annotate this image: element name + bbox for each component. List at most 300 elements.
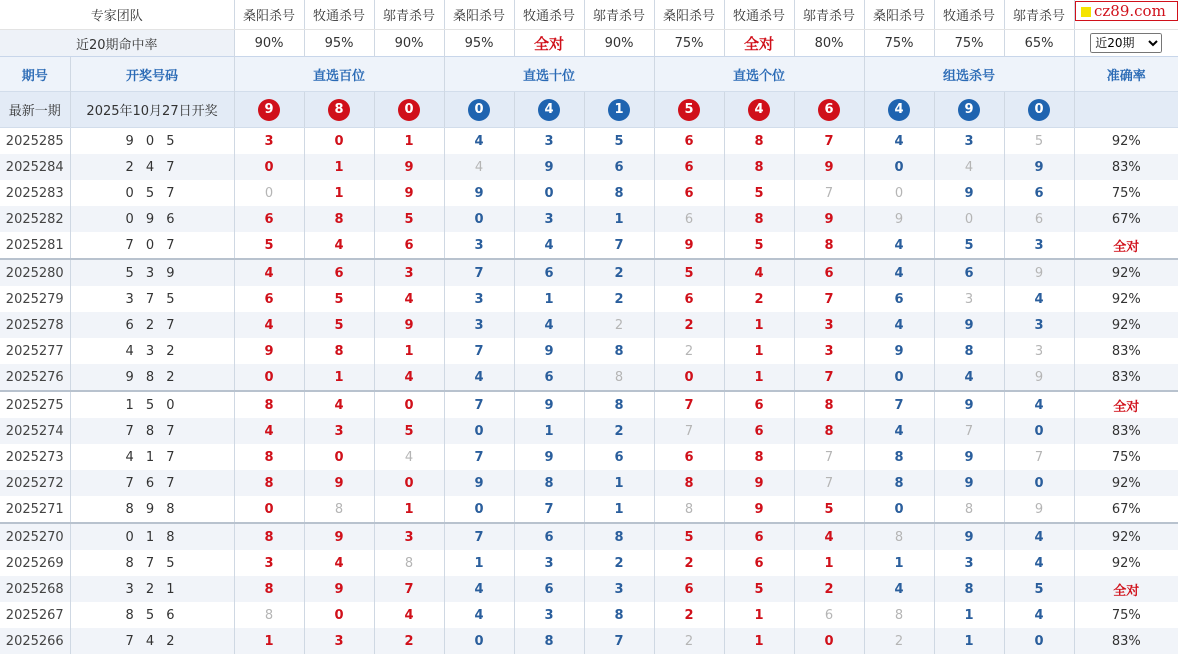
kill-cell <box>584 180 654 206</box>
kill-number: 8 <box>264 581 274 597</box>
kill-cell <box>934 232 1004 259</box>
kill-cell <box>374 312 444 338</box>
kill-number: 4 <box>334 555 344 571</box>
kill-number: 6 <box>614 159 624 175</box>
kill-number: 3 <box>1034 343 1044 359</box>
kill-number: 9 <box>894 343 904 359</box>
kill-cell <box>584 576 654 602</box>
kill-cell <box>934 312 1004 338</box>
kill-number: 7 <box>474 265 484 281</box>
kill-cell <box>864 312 934 338</box>
kill-cell <box>584 232 654 259</box>
kill-number: 3 <box>964 555 974 571</box>
kill-number: 4 <box>1034 397 1044 413</box>
kill-number: 8 <box>684 475 694 491</box>
kill-number: 1 <box>964 607 974 623</box>
kill-cell <box>794 364 864 391</box>
kill-number: 5 <box>614 133 624 149</box>
kill-cell <box>864 391 934 418</box>
kill-cell <box>864 628 934 654</box>
kill-cell <box>374 628 444 654</box>
kill-number: 3 <box>334 633 344 649</box>
kill-cell <box>514 338 584 364</box>
table-row <box>0 232 1178 259</box>
kill-number: 6 <box>264 211 274 227</box>
kill-number: 0 <box>334 607 344 623</box>
hit-rate-value: 80% <box>794 30 864 57</box>
period-number: 2025281 <box>5 237 64 253</box>
lottery-number: 5 3 9 <box>70 259 234 286</box>
hit-rate-label: 近20期命中率 <box>0 30 234 57</box>
kill-cell <box>724 312 794 338</box>
kill-cell <box>724 286 794 312</box>
kill-cell <box>934 576 1004 602</box>
kill-cell <box>654 550 724 576</box>
col-accuracy: 准确率 <box>1074 57 1178 92</box>
kill-number: 6 <box>684 449 694 465</box>
kill-cell <box>1004 496 1074 523</box>
hit-rate-value: 90% <box>374 30 444 57</box>
kill-cell <box>444 364 514 391</box>
kill-cell <box>724 418 794 444</box>
kill-cell <box>864 232 934 259</box>
kill-cell <box>514 259 584 286</box>
kill-number: 9 <box>824 159 834 175</box>
accuracy-value: 83% <box>1074 364 1178 391</box>
kill-cell <box>654 391 724 418</box>
kill-number: 3 <box>404 265 414 281</box>
expert-name: 牧通杀号 <box>934 0 1004 30</box>
result-ball: 6 <box>818 99 840 121</box>
kill-cell <box>514 206 584 232</box>
kill-cell <box>374 496 444 523</box>
kill-number: 4 <box>1034 291 1044 307</box>
kill-cell <box>234 602 304 628</box>
period-number: 2025272 <box>0 470 70 496</box>
kill-cell <box>794 391 864 418</box>
kill-cell <box>234 128 304 155</box>
period-range-select[interactable] <box>1090 33 1162 53</box>
kill-cell <box>794 312 864 338</box>
kill-cell <box>514 418 584 444</box>
result-ball: 9 <box>958 99 980 121</box>
table-row <box>0 391 1178 418</box>
lottery-number: 0 5 7 <box>70 180 234 206</box>
kill-cell <box>724 259 794 286</box>
kill-cell <box>584 364 654 391</box>
kill-number: 4 <box>404 291 414 307</box>
kill-cell <box>934 364 1004 391</box>
kill-cell <box>584 312 654 338</box>
kill-cell <box>584 206 654 232</box>
kill-cell <box>584 523 654 550</box>
hit-rate-value: 75% <box>864 30 934 57</box>
kill-number: 2 <box>684 317 694 333</box>
kill-cell <box>654 180 724 206</box>
kill-cell <box>304 232 374 259</box>
kill-number: 8 <box>544 633 554 649</box>
period-number: 2025271 <box>5 501 64 517</box>
result-ball: 8 <box>328 99 350 121</box>
kill-cell <box>794 232 864 259</box>
kill-number: 0 <box>964 211 974 227</box>
kill-cell <box>794 180 864 206</box>
kill-number: 8 <box>334 501 344 517</box>
kill-cell <box>1004 602 1074 628</box>
kill-number: 3 <box>964 133 974 149</box>
kill-number: 8 <box>614 607 624 623</box>
kill-number: 2 <box>684 343 694 359</box>
kill-number: 2 <box>614 555 624 571</box>
kill-cell <box>234 496 304 523</box>
kill-cell <box>724 550 794 576</box>
hit-rate-value: 75% <box>934 30 1004 57</box>
period-number: 2025280 <box>0 259 70 286</box>
kill-number: 5 <box>334 317 344 333</box>
kill-cell <box>234 259 304 286</box>
kill-number: 6 <box>404 237 414 253</box>
kill-cell <box>374 391 444 418</box>
table-row <box>0 154 1178 180</box>
kill-cell <box>304 470 374 496</box>
kill-cell <box>444 154 514 180</box>
kill-number: 0 <box>404 397 414 413</box>
result-ball: 0 <box>398 99 420 121</box>
kill-cell <box>934 470 1004 496</box>
kill-cell <box>654 338 724 364</box>
kill-number: 0 <box>894 369 904 385</box>
kill-cell <box>584 550 654 576</box>
expert-name: 桑阳杀号 <box>864 0 934 30</box>
kill-number: 1 <box>404 343 414 359</box>
kill-number: 7 <box>474 343 484 359</box>
kill-number: 4 <box>334 397 344 413</box>
kill-number: 6 <box>824 265 834 281</box>
kill-number: 4 <box>894 237 904 253</box>
kill-cell <box>234 523 304 550</box>
kill-number: 4 <box>474 369 484 385</box>
kill-cell <box>934 628 1004 654</box>
kill-cell <box>444 206 514 232</box>
kill-cell <box>374 470 444 496</box>
kill-number: 5 <box>754 185 764 201</box>
result-ball: 9 <box>258 99 280 121</box>
lottery-number: 3 2 1 <box>70 576 234 602</box>
kill-number: 9 <box>754 475 764 491</box>
kill-cell <box>374 180 444 206</box>
kill-cell <box>1004 364 1074 391</box>
newest-ball-cell <box>724 92 794 128</box>
kill-number: 1 <box>754 369 764 385</box>
kill-cell <box>514 364 584 391</box>
kill-number: 0 <box>1034 423 1044 439</box>
kill-cell <box>304 364 374 391</box>
kill-number: 6 <box>544 369 554 385</box>
kill-cell <box>514 602 584 628</box>
table-row <box>0 364 1178 391</box>
kill-number: 6 <box>754 397 764 413</box>
kill-number: 6 <box>684 133 694 149</box>
kill-number: 8 <box>894 449 904 465</box>
period-number: 2025283 <box>5 185 64 201</box>
kill-cell <box>934 444 1004 470</box>
kill-number: 6 <box>684 185 694 201</box>
site-logo: cz89.com <box>1075 1 1178 21</box>
kill-number: 9 <box>404 317 414 333</box>
lottery-number: 4 3 2 <box>70 338 234 364</box>
accuracy-value: 全对 <box>1074 576 1178 602</box>
table-row <box>0 576 1178 602</box>
kill-number: 8 <box>264 449 274 465</box>
kill-cell <box>864 470 934 496</box>
kill-number: 6 <box>754 555 764 571</box>
table-row <box>0 602 1178 628</box>
kill-cell <box>724 364 794 391</box>
newest-ball-cell <box>514 92 584 128</box>
kill-cell <box>444 576 514 602</box>
hit-rate-value: 全对 <box>724 30 794 57</box>
accuracy-value: 83% <box>1074 154 1178 180</box>
kill-number: 8 <box>964 343 974 359</box>
expert-name: 邬青杀号 <box>1004 0 1074 30</box>
kill-number: 7 <box>474 529 484 545</box>
kill-cell <box>584 286 654 312</box>
kill-cell <box>1004 628 1074 654</box>
lottery-number: 8 9 8 <box>70 496 234 523</box>
expert-name: 桑阳杀号 <box>234 0 304 30</box>
kill-number: 3 <box>474 237 484 253</box>
kill-cell <box>374 523 444 550</box>
expert-name: 牧通杀号 <box>514 0 584 30</box>
kill-cell <box>934 180 1004 206</box>
kill-number: 0 <box>474 633 484 649</box>
accuracy-value: 92% <box>1074 550 1178 576</box>
newest-ball-cell <box>654 92 724 128</box>
kill-number: 8 <box>894 607 904 623</box>
kill-cell <box>864 154 934 180</box>
table-row <box>0 206 1178 232</box>
kill-number: 9 <box>474 475 484 491</box>
kill-number: 2 <box>894 633 904 649</box>
kill-cell <box>304 206 374 232</box>
kill-cell <box>374 550 444 576</box>
expert-team-row <box>0 0 1178 30</box>
result-ball: 4 <box>748 99 770 121</box>
kill-number: 4 <box>404 369 414 385</box>
kill-cell <box>374 232 444 259</box>
kill-cell <box>724 496 794 523</box>
kill-number: 0 <box>474 501 484 517</box>
kill-cell <box>304 444 374 470</box>
table-row <box>0 523 1178 550</box>
kill-number: 8 <box>334 211 344 227</box>
kill-cell <box>584 602 654 628</box>
kill-cell <box>444 550 514 576</box>
kill-cell <box>234 550 304 576</box>
kill-number: 0 <box>894 185 904 201</box>
kill-cell <box>1004 576 1074 602</box>
period-number: 2025277 <box>5 343 64 359</box>
kill-number: 0 <box>334 133 344 149</box>
lottery-number: 9 8 2 <box>70 364 234 391</box>
kill-cell <box>304 391 374 418</box>
kill-number: 8 <box>964 501 974 517</box>
kill-cell <box>304 312 374 338</box>
kill-number: 8 <box>614 369 624 385</box>
kill-cell <box>724 628 794 654</box>
kill-number: 8 <box>754 159 764 175</box>
kill-number: 9 <box>1034 501 1044 517</box>
table-row <box>0 470 1178 496</box>
kill-cell <box>864 338 934 364</box>
kill-cell <box>304 523 374 550</box>
kill-cell <box>864 206 934 232</box>
kill-number: 8 <box>544 475 554 491</box>
kill-cell <box>934 128 1004 155</box>
kill-cell <box>724 180 794 206</box>
hit-rate-value: 90% <box>234 30 304 57</box>
kill-cell <box>1004 444 1074 470</box>
newest-ball-cell <box>374 92 444 128</box>
kill-number: 3 <box>544 555 554 571</box>
hit-rate-value: 全对 <box>514 30 584 57</box>
kill-number: 3 <box>824 343 834 359</box>
kill-cell <box>654 470 724 496</box>
kill-cell <box>864 364 934 391</box>
kill-number: 4 <box>964 369 974 385</box>
kill-number: 8 <box>264 529 274 545</box>
kill-number: 4 <box>824 529 834 545</box>
newest-ball-cell <box>444 92 514 128</box>
kill-cell <box>514 444 584 470</box>
kill-number: 9 <box>964 449 974 465</box>
table-row <box>0 628 1178 654</box>
kill-number: 7 <box>544 501 554 517</box>
table-row <box>0 128 1178 155</box>
kill-number: 0 <box>894 159 904 175</box>
kill-number: 1 <box>264 633 274 649</box>
col-period: 期号 <box>0 57 70 92</box>
kill-number: 1 <box>404 133 414 149</box>
kill-number: 1 <box>614 211 624 227</box>
kill-number: 8 <box>754 449 764 465</box>
kill-number: 7 <box>824 291 834 307</box>
accuracy-value: 92% <box>1074 128 1178 155</box>
kill-cell <box>864 444 934 470</box>
kill-cell <box>654 286 724 312</box>
kill-number: 6 <box>824 607 834 623</box>
newest-label: 最新一期 <box>0 92 70 128</box>
expert-name: 桑阳杀号 <box>654 0 724 30</box>
kill-number: 3 <box>264 555 274 571</box>
kill-number: 1 <box>544 291 554 307</box>
accuracy-value: 83% <box>1074 628 1178 654</box>
kill-number: 9 <box>334 581 344 597</box>
kill-cell <box>444 259 514 286</box>
kill-number: 4 <box>1034 529 1044 545</box>
kill-number: 0 <box>1034 475 1044 491</box>
kill-cell <box>794 154 864 180</box>
kill-number: 6 <box>754 529 764 545</box>
expert-name: 牧通杀号 <box>304 0 374 30</box>
kill-number: 6 <box>614 449 624 465</box>
kill-number: 6 <box>754 423 764 439</box>
kill-number: 0 <box>264 501 274 517</box>
accuracy-value: 75% <box>1074 602 1178 628</box>
kill-number: 9 <box>474 185 484 201</box>
kill-cell <box>1004 470 1074 496</box>
kill-number: 0 <box>334 449 344 465</box>
kill-number: 1 <box>824 555 834 571</box>
kill-number: 1 <box>894 555 904 571</box>
kill-cell <box>234 391 304 418</box>
accuracy-value: 全对 <box>1074 391 1178 418</box>
kill-number: 9 <box>964 475 974 491</box>
kill-cell <box>724 338 794 364</box>
kill-cell <box>304 128 374 155</box>
kill-cell <box>934 550 1004 576</box>
kill-cell <box>304 602 374 628</box>
lottery-number: 7 8 7 <box>70 418 234 444</box>
kill-number: 8 <box>614 343 624 359</box>
kill-number: 3 <box>614 581 624 597</box>
kill-cell <box>234 364 304 391</box>
kill-number: 9 <box>264 343 274 359</box>
kill-cell <box>864 576 934 602</box>
result-ball: 0 <box>468 99 490 121</box>
kill-cell <box>234 470 304 496</box>
kill-cell <box>1004 418 1074 444</box>
kill-cell <box>514 180 584 206</box>
kill-cell <box>304 154 374 180</box>
kill-cell <box>864 550 934 576</box>
hit-rate-value: 95% <box>444 30 514 57</box>
kill-number: 4 <box>404 607 414 623</box>
period-number: 2025278 <box>0 312 70 338</box>
newest-ball-cell <box>1004 92 1074 128</box>
expert-name: 桑阳杀号 <box>444 0 514 30</box>
kill-number: 7 <box>964 423 974 439</box>
kill-cell <box>794 338 864 364</box>
kill-number: 6 <box>684 211 694 227</box>
kill-cell <box>234 154 304 180</box>
kill-cell <box>724 576 794 602</box>
kill-cell <box>934 496 1004 523</box>
kill-cell <box>794 259 864 286</box>
kill-number: 8 <box>824 237 834 253</box>
kill-number: 8 <box>404 555 414 571</box>
kill-cell <box>304 576 374 602</box>
kill-cell <box>934 391 1004 418</box>
lottery-number: 2 4 7 <box>70 154 234 180</box>
kill-number: 6 <box>684 291 694 307</box>
period-number: 2025269 <box>5 555 64 571</box>
kill-cell <box>514 312 584 338</box>
kill-cell <box>934 418 1004 444</box>
kill-cell <box>1004 391 1074 418</box>
kill-cell <box>864 523 934 550</box>
kill-number: 8 <box>334 343 344 359</box>
newest-ball-cell <box>794 92 864 128</box>
hit-rate-value: 95% <box>304 30 374 57</box>
kill-number: 5 <box>754 581 764 597</box>
kill-number: 6 <box>894 291 904 307</box>
period-number: 2025270 <box>0 523 70 550</box>
kill-number: 3 <box>1034 317 1044 333</box>
kill-number: 2 <box>614 265 624 281</box>
kill-cell <box>934 206 1004 232</box>
kill-cell <box>934 259 1004 286</box>
